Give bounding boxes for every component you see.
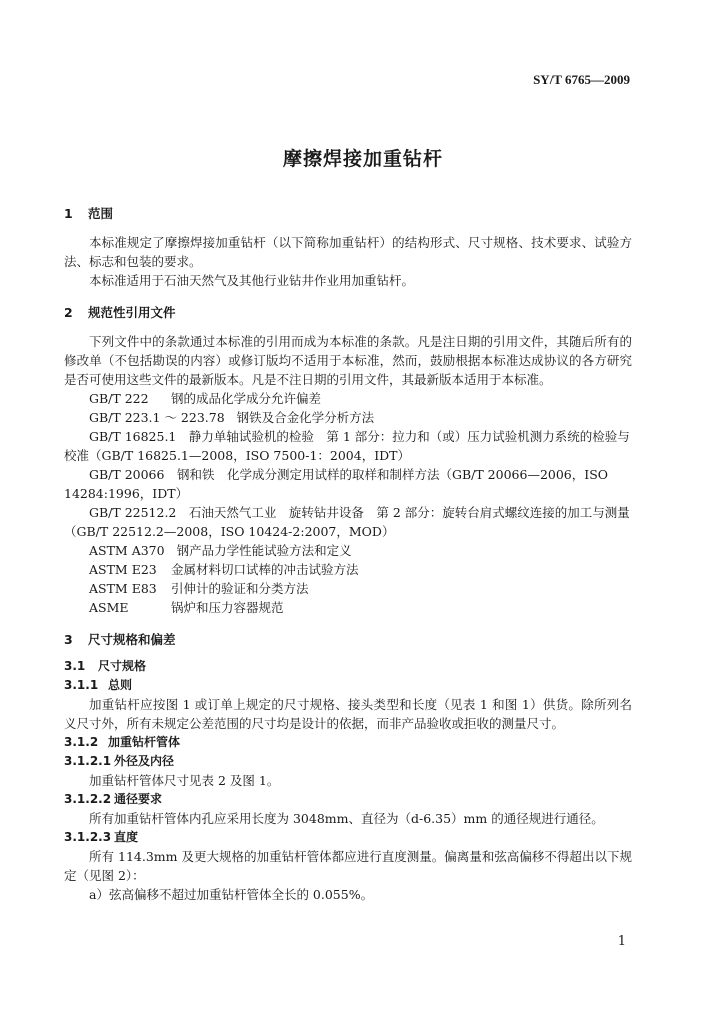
drift-paragraph: 所有加重钻杆管体内孔应采用长度为 3048mm、直径为（d-6.35）mm 的通径规进行通径。 [89, 811, 604, 826]
subsection-3-1-heading [64, 657, 632, 676]
section-title: 规范性引用文件 [88, 305, 176, 320]
reference-code: GB/T 22512.2 [89, 505, 177, 520]
subsection-title: 外径及内径 [114, 754, 175, 768]
subsection-3-1-2-1-heading [64, 752, 632, 771]
subsection-title: 尺寸规格 [98, 659, 147, 673]
subsection-number: 3.1.2.1 [64, 754, 112, 768]
reference-item [64, 560, 632, 579]
reference-title: 静力单轴试验机的检验 第 1 部分：拉力和（或）压力试验机测力系统的检验与校准（GB/T 16825.1—2008，ISO 7500-1：2004，IDT） [64, 429, 630, 463]
reference-title: 钢的成品化学成分允许偏差 [171, 391, 322, 406]
scope-paragraph-2: 本标准适用于石油天然气及其他行业钻井作业用加重钻杆。 [89, 273, 415, 288]
subsection-3-1-1-heading [64, 676, 632, 695]
page-number: 1 [617, 934, 626, 949]
reference-code: ASTM E23 [89, 562, 157, 577]
reference-code: ASTM A370 [89, 543, 165, 558]
section-number: 1 [64, 206, 73, 221]
reference-item [64, 541, 632, 560]
reference-item [64, 465, 632, 503]
references-intro: 下列文件中的条款通过本标准的引用而成为本标准的条款。凡是注日期的引用文件，其随后所有的修改单（不包括勘误的内容）或修订版均不适用于本标准，然而，鼓励根据本标准达成协议的各方研究是否可使用这些文件的最新版本。凡是不注日期的引用文件，其最新版本适用于本标准。 [64, 334, 632, 387]
reference-title: 石油天然气工业 旋转钻井设备 第 2 部分：旋转台肩式螺纹连接的加工与测量（GB/T 22512.2—2008，ISO 10424-2:2007，MOD） [64, 505, 630, 539]
document-body [64, 204, 632, 904]
reference-code: ASTM E83 [89, 581, 157, 596]
reference-code: GB/T 223.1 ～ 223.78 [89, 410, 225, 425]
diameter-paragraph: 加重钻杆管体尺寸见表 2 及图 1。 [89, 773, 280, 788]
subsection-number: 3.1.2.3 [64, 830, 112, 844]
reference-code: ASME [89, 600, 129, 615]
reference-code: GB/T 20066 [89, 467, 165, 482]
reference-item [64, 389, 632, 408]
subsection-number: 3.1.1 [64, 678, 99, 692]
reference-title: 钢和铁 化学成分测定用试样的取样和制样方法（GB/T 20066—2006，ISO 14284:1996，IDT） [64, 467, 609, 501]
document-title: 摩擦焊接加重钻杆 [282, 148, 443, 170]
general-paragraph: 加重钻杆应按图 1 或订单上规定的尺寸规格、接头类型和长度（见表 1 和图 1）供货。除所列名义尺寸外，所有未规定公差范围的尺寸均是设计的依据，而非产品验收或拒收的测量尺寸。 [64, 697, 632, 731]
section-1-heading [64, 204, 632, 223]
reference-title: 钢铁及合金化学分析方法 [236, 410, 375, 425]
subsection-number: 3.1 [64, 659, 86, 673]
reference-title: 引伸计的验证和分类方法 [171, 581, 309, 596]
reference-list [64, 389, 632, 617]
subsection-number: 3.1.2 [64, 735, 99, 749]
reference-item [64, 579, 632, 598]
subsection-title: 通径要求 [114, 792, 163, 806]
reference-title: 锅炉和压力容器规范 [171, 600, 284, 615]
standard-code: SY/T 6765—2009 [533, 72, 630, 87]
section-number: 2 [64, 305, 73, 320]
reference-item [64, 503, 632, 541]
section-2-heading [64, 303, 632, 322]
subsection-title: 直度 [114, 830, 139, 844]
section-title: 尺寸规格和偏差 [88, 632, 176, 647]
straightness-item-a: a）弦高偏移不超过加重钻杆管体全长的 0.055%。 [89, 887, 374, 902]
subsection-3-1-2-3-heading [64, 828, 632, 847]
reference-item [64, 408, 632, 427]
reference-item [64, 427, 632, 465]
subsection-3-1-2-heading [64, 733, 632, 752]
section-3-heading [64, 630, 632, 649]
subsection-3-1-2-2-heading [64, 790, 632, 809]
subsection-title: 总则 [108, 678, 133, 692]
section-number: 3 [64, 632, 73, 647]
scope-paragraph-1: 本标准规定了摩擦焊接加重钻杆（以下简称加重钻杆）的结构形式、尺寸规格、技术要求、试验方法、标志和包装的要求。 [64, 235, 632, 269]
straightness-paragraph: 所有 114.3mm 及更大规格的加重钻杆管体都应进行直度测量。偏离量和弦高偏移不得超出以下规定（见图 2）： [64, 849, 632, 883]
reference-title: 钢产品力学性能试验方法和定义 [176, 543, 352, 558]
reference-title: 金属材料切口试棒的冲击试验方法 [171, 562, 359, 577]
reference-code: GB/T 222 [89, 391, 149, 406]
section-title: 范围 [88, 206, 114, 221]
subsection-title: 加重钻杆管体 [108, 735, 181, 749]
reference-item [64, 598, 632, 617]
reference-code: GB/T 16825.1 [89, 429, 177, 444]
subsection-number: 3.1.2.2 [64, 792, 112, 806]
